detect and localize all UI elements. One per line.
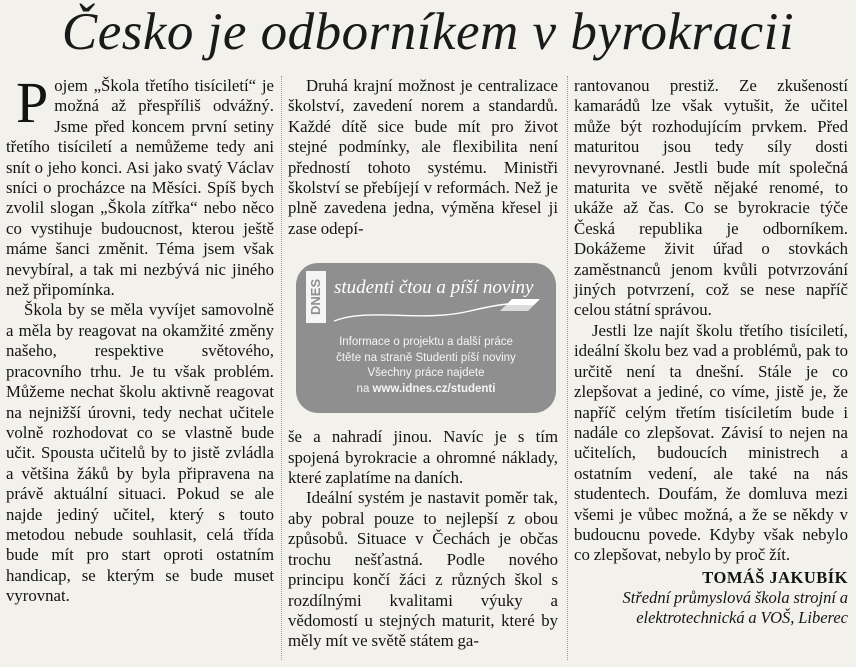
paragraph: Druhá krajní možnost je centralizace školství, zavedení norem a standardů. Každé dítě sice bude mít pro život stejné podmínky, ale flexibilita není předností tohoto systému. Ministři školství se přebíjejí v reformách. Než je plně zavedena jedna, výměna křesel ji zase odepí- [288,76,558,238]
column-divider [567,76,568,660]
pencil-icon [330,297,545,327]
author-name: TOMÁŠ JAKUBÍK [702,567,848,587]
paragraph: še a nahradí jinou. Navíc je s tím spojená byrokracie a ohromné náklady, které zaplatíme na daních. [288,427,558,488]
paragraph: Škola by se měla vyvíjet samovolně a měla by reagovat na okamžité změny našeho, respektive světového, pracovního trhu. Je tu však problém. Můžeme nechat školu aktivně reagovat na nejnižší úrovni, tedy nechat učitele volně rozhodovat co se vlastně bude učit. Spousta učitelů by to jistě zvládla a většina žáků by byla připravena na právě aktuální situaci. Pokud se ale najde jediný učitel, který s touto metodou nebude souhlasit, celá třída bude mít pro start oproti ostatním handicap, se kterým se bude muset vyrovnat. [6,300,274,606]
headline: Česko je odborníkem v byrokracii [61,3,795,61]
promo-info: Informace o projektu a další práce čtěte na straně Studenti píší noviny Všechny práce najdete na www.idnes.cz/studenti [336,336,516,395]
column-divider [281,76,282,660]
paragraph: Pojem „Škola třetího tisíciletí“ je možná až přespříliš odvážný. Jsme před koncem první setiny třetího tisíciletí a nemůžeme tedy ani snít o jeho konci. Asi jako svatý Václav sníci o procházce na Měsíci. Spíš bych zvolil slogan „Škola zítřka“ nebo něco co vystihuje budoucnost, kterou ještě máme šanci změnit. Téma jsem však nevybíral, a tak mi nezbývá nic jiného než připomínka. [6,70,274,300]
promo-slogan: studenti čtou a píší noviny [334,277,534,298]
article-column-1 [6,70,274,607]
promo-box[interactable] [296,263,556,413]
article-column-3 [574,76,848,628]
promo-url-link[interactable]: www.idnes.cz/studenti [372,382,496,395]
dnes-logo: DNES [306,271,326,323]
author-school: Střední průmyslová škola strojní a elektrotechnická a VOŠ, Liberec [622,588,848,628]
paragraph: Jestli lze najít školu třetího tisíciletí, ideální školu bez vad a problémů, pak to určitě není ta dnešní. Stále je co zlepšovat a jediné, co víme, jistě je, že napříč celým třetím tisíciletím bude i nadále co zlepšovat. Závisí to nejen na učitelích, budoucích ministrech a ostatním vedení, ale také na nás studentech. Doufám, že domluva mezi všemi je vůbec možná, a že se někdy v budoucnu povede. Kdyby však nebylo co zlepšovat, nebylo by proč žít. [574,320,848,565]
paragraph: Ideální systém je nastavit poměr tak, aby pobral pouze to nejlepší z obou způsobů. Situace v Čechách je občas trochu nešťastná. Podle nového principu končí žáci z různých škol s rozdílnými kvalitami výuky a vědomostí u stejných maturit, které by měly mít ve světě státem ga- [288,488,558,651]
paragraph: rantovanou prestiž. Ze zkušeností kamarádů lze však vytušit, že učitel může být rozhodujícím prvkem. Před maturitou jsou tedy síly dosti nevyrovnané. Jestli bude mít společná maturita ve světě nějaké renomé, to ukáže až čas. Co se byrokracie týče Česká republika je odborníkem. Dokážeme živit úřad o stovkách zaměstnanců jenom kvůli potvrzování jiných potvrzení, což se nese napříč celou státní správou. [574,76,848,320]
drop-cap: P [16,70,49,135]
